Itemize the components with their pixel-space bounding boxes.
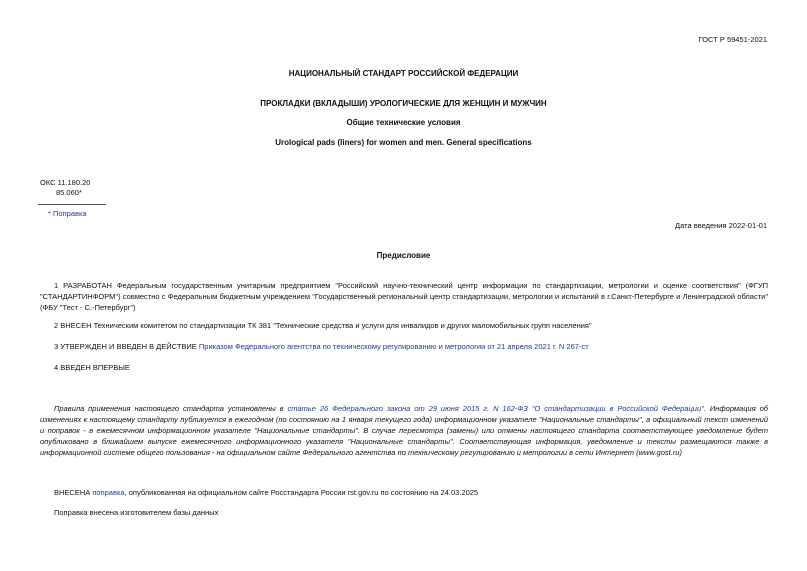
footnote-divider: [38, 204, 106, 205]
preface-item-3-text: 3 УТВЕРЖДЕН И ВВЕДЕН В ДЕЙСТВИЕ: [54, 342, 199, 351]
preface-item-1: [40, 280, 768, 313]
national-standard-heading: НАЦИОНАЛЬНЫЙ СТАНДАРТ РОССИЙСКОЙ ФЕДЕРАЦИИ: [288, 69, 519, 78]
amendment-note-suffix: , опубликованная на официальном сайте Росстандарта России rst.gov.ru по состоянию на 24.03.2025: [124, 488, 479, 497]
oks-code: ОКС 11.180.20: [40, 178, 91, 187]
preface-item-4: [54, 362, 130, 373]
application-rules-paragraph: [40, 403, 768, 458]
document-title: ПРОКЛАДКИ (ВКЛАДЫШИ) УРОЛОГИЧЕСКИЕ ДЛЯ ЖЕНЩИН И МУЖЧИН: [260, 99, 547, 108]
english-title: Urological pads (liners) for women and men. General specifications: [275, 138, 532, 147]
rules-text-prefix: Правила применения настоящего стандарта установлены в: [54, 404, 288, 413]
amendment-link[interactable]: поправка: [92, 488, 125, 497]
preface-item-1-text: 1 РАЗРАБОТАН Федеральным государственным унитарным предприятием "Российский научно-технический центр информации по стандартизации, метрологии и оценке соответствия" (ФГУП "СТАНДАРТИНФОРМ") совместно с Федеральным бюджетным учреждением "Государственный региональный центр стандартизации, метрологии и испытаний в г.Санкт-Петербурге и Ленинградской области" (ФБУ "Тест - С.-Петербург"): [40, 281, 768, 312]
doc-code: ГОСТ Р 59451-2021: [698, 35, 767, 44]
preface-heading: Предисловие: [376, 251, 431, 260]
preface-item-2-text: 2 ВНЕСЕН Техническим комитетом по стандартизации ТК 381 "Технические средства и услуги для инвалидов и других маломобильных групп населения": [54, 321, 592, 330]
document-subtitle: Общие технические условия: [346, 118, 461, 127]
amendment-footnote-link[interactable]: * Поправка: [48, 209, 87, 218]
preface-item-2: [54, 320, 768, 331]
okp-code: 85.060*: [56, 188, 82, 197]
amendment-note: [54, 487, 768, 498]
rules-text-suffix: . Информация об изменениях к настоящему стандарту публикуется в ежегодном (по состоянию на 1 января текущего года) информационном указателе "Национальные стандарты", а официальный текст изменений и поправок - в ежемесячном информационном указателе "Национальные стандарты". В случае пересмотра (замены) или отмены настоящего стандарта соответствующее уведомление будет опубликовано в ближайшем выпуске ежемесячного информационного указателя "Национальные стандарты". Соответствующая информация, уведомление и тексты размещаются также в информационной системе общего пользования - на официальном сайте Федерального агентства по техническому регулированию и метрологии в сети Интернет (www.gost.ru): [40, 404, 768, 457]
preface-item-3: [54, 341, 768, 352]
federal-law-link[interactable]: статье 26 Федерального закона от 29 июня 2015 г. N 162-ФЗ "О стандартизации в Российской Федерации": [287, 404, 704, 413]
database-maker-note: Поправка внесена изготовителем базы данных: [54, 508, 219, 517]
preface-item-4-text: 4 ВВЕДЕН ВПЕРВЫЕ: [54, 363, 130, 372]
effective-date: Дата введения 2022-01-01: [675, 221, 767, 230]
approval-order-link[interactable]: Приказом Федерального агентства по техническому регулированию и метрологии от 21 апреля 2021 г. N 267-ст: [198, 342, 589, 351]
amendment-note-prefix: ВНЕСЕНА: [54, 488, 93, 497]
